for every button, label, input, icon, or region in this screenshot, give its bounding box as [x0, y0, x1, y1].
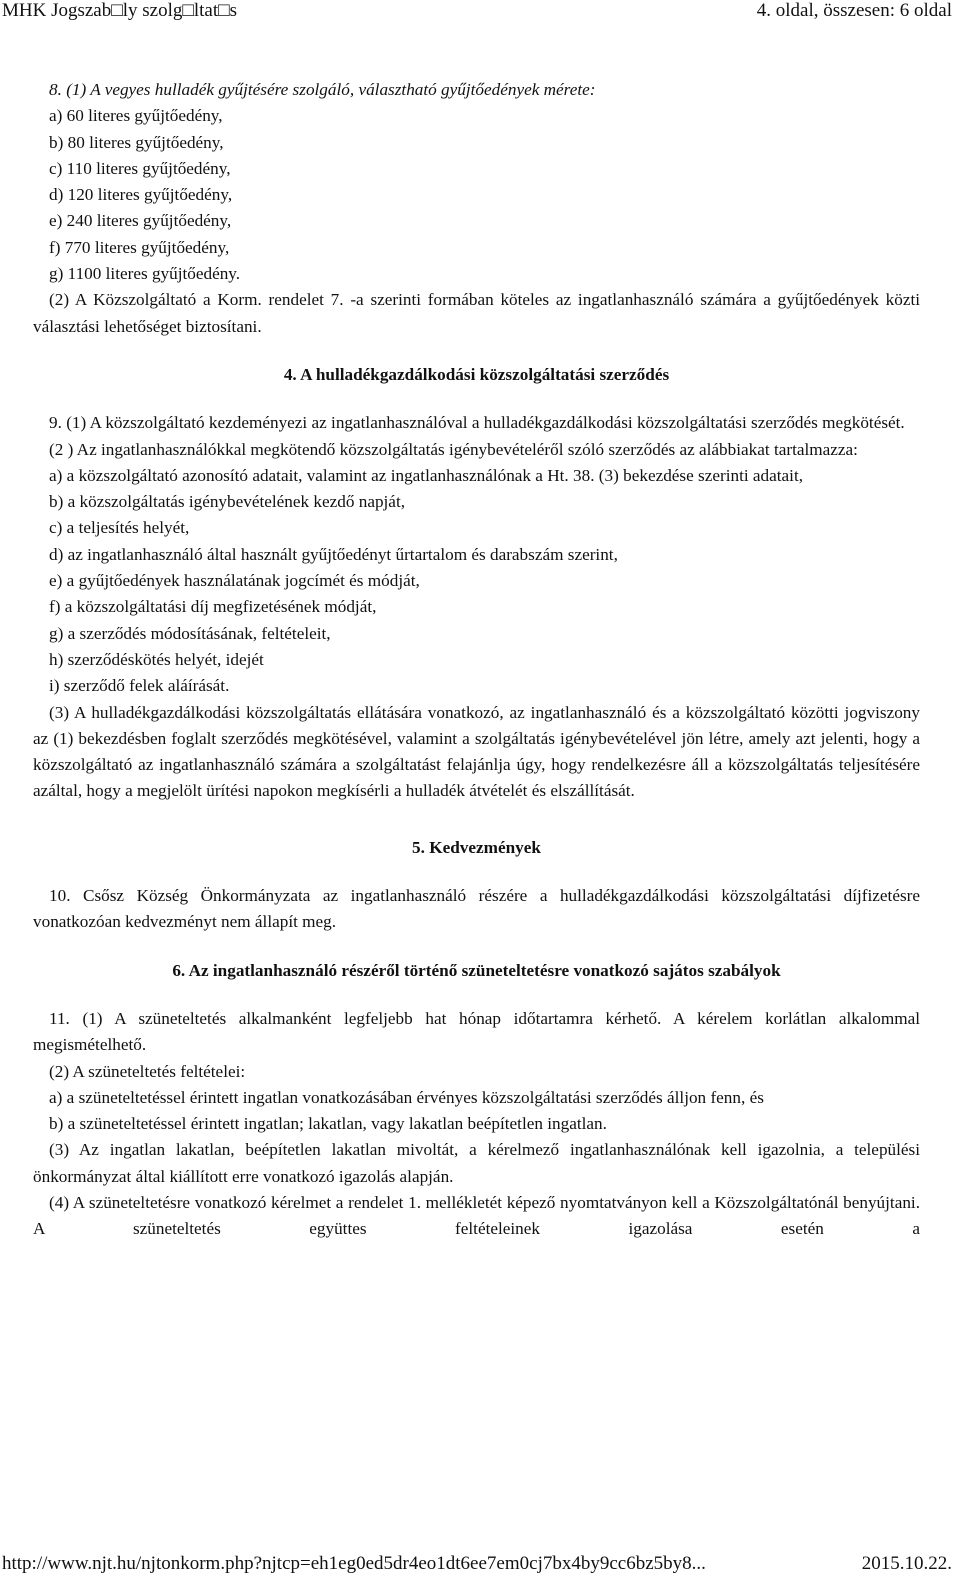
section-8-intro: 8. (1) A vegyes hulladék gyűjtésére szolgáló, választható gyűjtőedények mérete: [49, 80, 596, 99]
list-item: b) a közszolgáltatás igénybevételének kezdő napját, [49, 492, 406, 512]
header-source-title: MHK Jogszab□ly szolg□ltat□s [2, 0, 237, 21]
list-item: a) a közszolgáltató azonosító adatait, valamint az ingatlanhasználónak a Ht. 38. (3) bekezdése szerinti adatait, [49, 465, 804, 485]
section-11-paragraph-2: (2) A szüneteltetés feltételei: [49, 1061, 246, 1081]
section-9 [33, 410, 920, 804]
list-item: a) 60 literes gyűjtőedény, [49, 106, 223, 126]
section-9-paragraph-3: (3) A hulladékgazdálkodási közszolgáltatás ellátására vonatkozó, az ingatlanhasználó és a közszolgáltató közötti jogviszony az (1) bekezdésben foglalt szerződés megkötésével, valamint a szolgáltatás igénybevételével jön létre, amely azt jelenti, hogy a közszolgáltató az ingatlanhasználó számára a szolgáltatást felajánlja úgy, hogy rendelkezésre áll a közszolgáltatás teljesítésére azáltal, hogy a megjelölt ürítési napokon megkísérli a hulladék átvételét és elszállítását. [33, 702, 920, 801]
list-item: b) 80 literes gyűjtőedény, [49, 132, 224, 152]
list-item: e) a gyűjtőedények használatának jogcímét és módját, [49, 571, 420, 591]
section-heading-6: 6. Az ingatlanhasználó részéről történő szüneteltetésre vonatkozó sajátos szabályok [172, 960, 781, 980]
footer-date: 2015.10.22. [861, 1553, 952, 1574]
list-item: b) a szüneteltetéssel érintett ingatlan; lakatlan, vagy lakatlan beépítetlen ingatlan. [49, 1114, 607, 1134]
list-item: e) 240 literes gyűjtőedény, [49, 211, 232, 231]
list-item: i) szerződő felek aláírását. [49, 676, 230, 696]
section-8-paragraph-2: (2) A Közszolgáltató a Korm. rendelet 7. -a szerinti formában köteles az ingatlanhasználó számára a gyűjtőedények közti választási lehetőséget biztosítani. [33, 290, 920, 336]
list-item: h) szerződéskötés helyét, idejét [49, 649, 264, 669]
list-item: c) 110 literes gyűjtőedény, [49, 158, 231, 178]
section-9-paragraph-1: 9. (1) A közszolgáltató kezdeményezi az ingatlanhasználóval a hulladékgazdálkodási közszolgáltatási szerződés megkötését. [49, 413, 905, 433]
document-body [33, 77, 920, 1243]
section-10-paragraph-1: 10. Csősz Község Önkormányzata az ingatlanhasználó részére a hulladékgazdálkodási közszolgáltatási díjfizetésre vonatkozóan kedvezményt nem állapít meg. [33, 886, 920, 932]
section-11 [33, 1006, 920, 1243]
footer-url: http://www.njt.hu/njtonkorm.php?njtcp=eh1eg0ed5dr4eo1dt6ee7em0cj7bx4by9cc6bz5by8... [2, 1553, 706, 1574]
list-item: d) az ingatlanhasználó által használt gyűjtőedényt űrtartalom és darabszám szerint, [49, 544, 618, 564]
list-item: a) a szüneteltetéssel érintett ingatlan vonatkozásában érvényes közszolgáltatási szerződés álljon fenn, és [49, 1087, 764, 1107]
list-item: c) a teljesítés helyét, [49, 518, 190, 538]
list-item: f) 770 literes gyűjtőedény, [49, 237, 230, 257]
list-item: g) a szerződés módosításának, feltételeit, [49, 623, 331, 643]
list-item: f) a közszolgáltatási díj megfizetésének módját, [49, 597, 377, 617]
section-9-paragraph-2: (2 ) Az ingatlanhasználókkal megkötendő közszolgáltatás igénybevételéről szóló szerződés az alábbiakat tartalmazza: [49, 439, 858, 459]
section-8 [33, 77, 920, 340]
section-11-paragraph-1: 11. (1) A szüneteltetés alkalmanként legfeljebb hat hónap időtartamra kérhető. A kérelem korlátlan alkalommal megismételhető. [33, 1008, 920, 1055]
section-11-paragraph-3: (3) Az ingatlan lakatlan, beépítetlen lakatlan mivoltát, a kérelmező ingatlanhasználónak kell igazolnia, a települési önkormányzat által kiállított erre vonatkozó igazolás alapján. [33, 1140, 920, 1186]
list-item: g) 1100 literes gyűjtőedény. [49, 264, 241, 284]
page-footer [0, 1553, 960, 1575]
list-item: d) 120 literes gyűjtőedény, [49, 185, 233, 205]
section-10 [33, 883, 920, 936]
header-page-counter: 4. oldal, összesen: 6 oldal [756, 0, 952, 21]
section-heading-5: 5. Kedvezmények [412, 837, 541, 857]
page-header [0, 0, 960, 22]
section-11-paragraph-4: (4) A szüneteltetésre vonatkozó kérelmet a rendelet 1. mellékletét képező nyomtatványon kell a Közszolgáltatónál benyújtani. A szüneteltetés együttes feltételeinek igazolása esetén a [33, 1192, 920, 1239]
section-heading-4: 4. A hulladékgazdálkodási közszolgáltatási szerződés [283, 364, 670, 384]
